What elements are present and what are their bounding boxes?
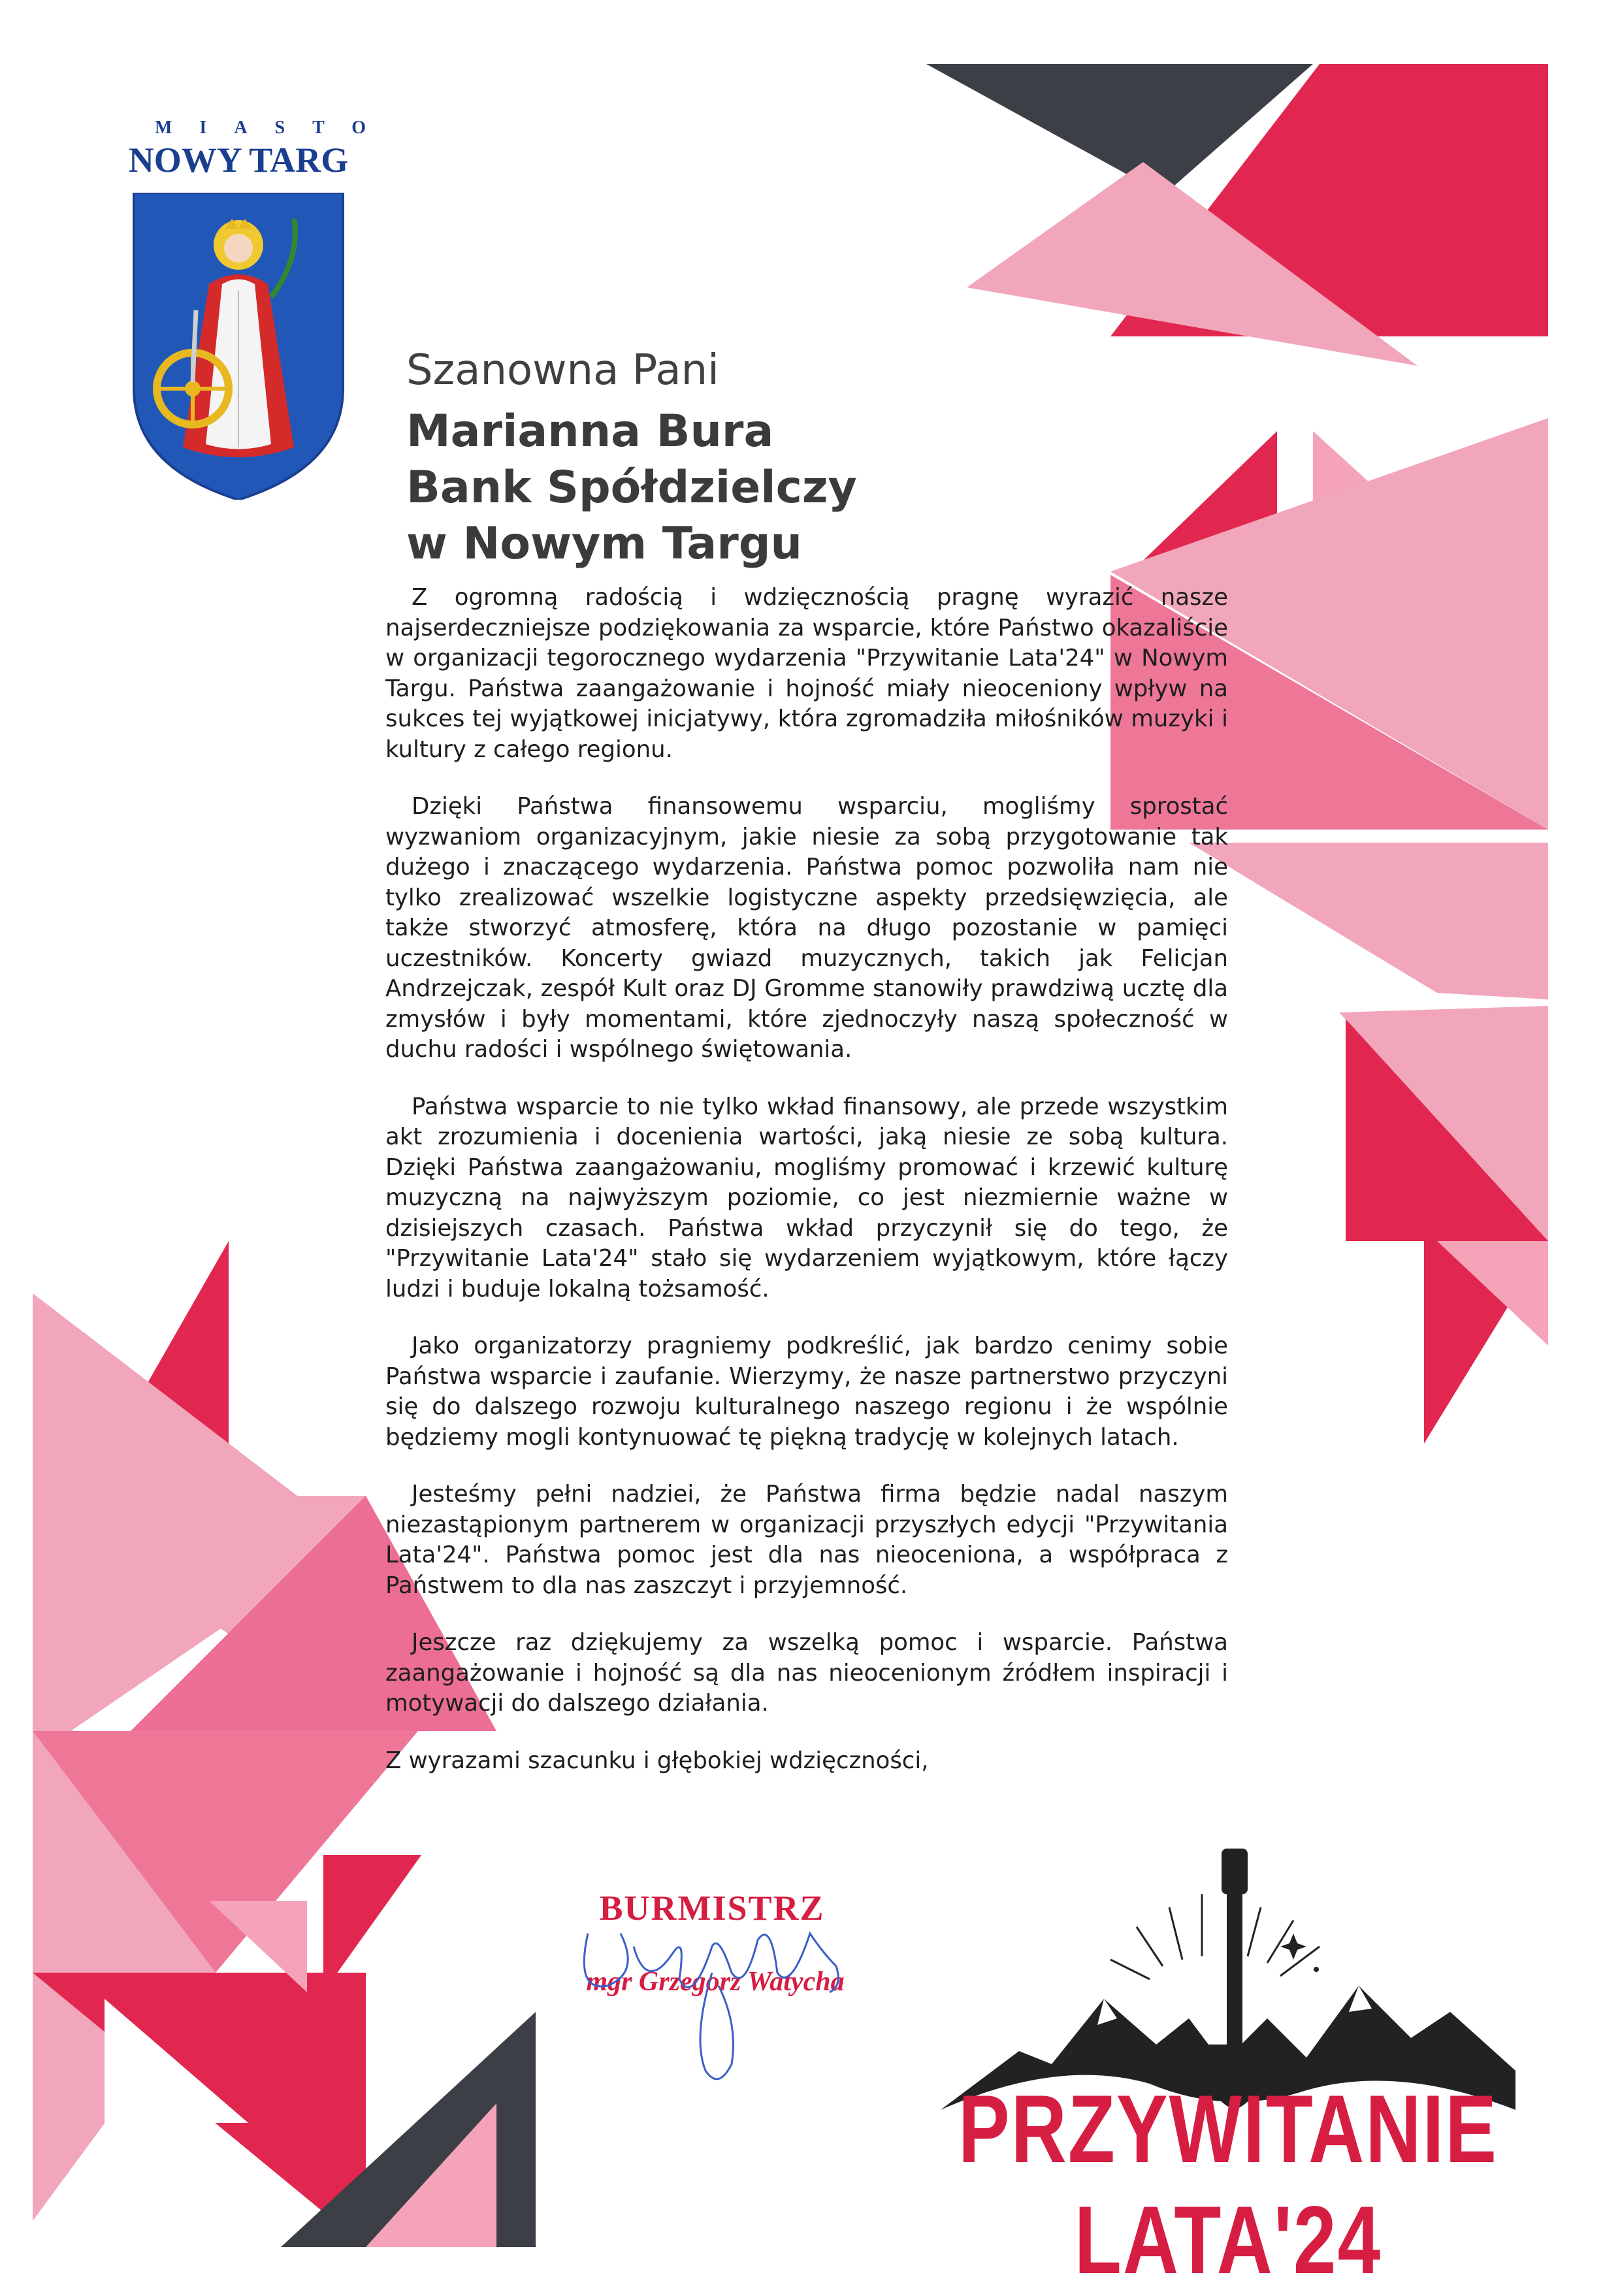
body-paragraph: Jeszcze raz dziękujemy za wszelką pomoc i wsparcie. Państwa zaangażowanie i hojność są dla nas nieocenionym źródłem inspiracji i motywacji do dalszego działania. [385,1629,1228,1717]
body-paragraph: Z ogromną radością i wdzięcznością pragnę wyrazić nasze najserdeczniejsze podziękowania za wsparcie, które Państwo okazaliście w organizacji tegorocznego wydarzenia "Przywitanie Lata'24" w Nowym Targu. Państwa zaangażowanie i hojność miały nieoceniony wpływ na sukces tej wyjątkowej inicjatywy, która zgromadziła miłośników muzyki i kultury z całego regionu. [385,584,1228,763]
coat-of-arms-icon [131,193,346,500]
body-paragraph: Państwa wsparcie to nie tylko wkład finansowy, ale przede wszystkim akt zrozumienia i docenienia wartości, jaką niesie ze sobą kultura. Dzięki Państwa zaangażowaniu, mogliśmy promować i krzewić kulturę muzyczną na najwyższym poziomie, co jest niezmiernie ważne w dzisiejszych czasach. Państwa wkład przyczynił się do tego, że "Przywitanie Lata'24" stało się wydarzeniem wyjątkowym, które łączy ludzi i buduje lokalną tożsamość. [385,1093,1228,1302]
signature-name: mgr Grzegorz Watycha [586,1967,845,1997]
body-paragraph: Jesteśmy pełni nadziei, że Państwa firma będzie nadal naszym niezastąpionym partnerem w organizacji przyszłych edycji "Przywitania Lata'24". Państwa pomoc jest dla nas nieoceniona, a współpraca z Państwem to dla nas zaszczyt i przyjemność. [385,1481,1228,1599]
letter-body [385,583,1228,1776]
recipient-block [406,404,857,572]
recipient-location: w Nowym Targu [406,518,802,570]
decor-triangle [323,1855,421,1992]
closing-line: Z wyrazami szacunku i głębokiej wdzięczności, [385,1747,929,1774]
greeting: Szanowna Pani [406,346,719,395]
recipient-organization: Bank Spółdzielczy [406,462,857,513]
city-logo-name: NOWY TARG [128,140,349,180]
event-logo-title: PRZYWITANIE LATA'24 [958,2075,1498,2295]
recipient-name: Marianna Bura [406,406,774,457]
body-paragraph: Dzięki Państwa finansowemu wsparciu, mogliśmy sprostać wyzwaniom organizacyjnym, jakie niesie za sobą przygotowanie tak dużego i znaczącego wydarzenia. Państwa pomoc pozwoliła nam nie tylko zrealizować wszelkie logistyczne aspekty przedsięwzięcia, ale także stworzyć atmosferę, która na długo pozostanie w pamięci uczestników. Koncerty gwiazd muzycznych, takich jak Felicjan Andrzejczak, zespół Kult oraz DJ Gromme stanowiły prawdziwą ucztę dla zmysłów i były momentami, które zjednoczyły naszą społeczność w duchu radości i wspólnego świętowania. [385,793,1228,1063]
handwritten-signature [562,1894,862,2090]
signature-title: BURMISTRZ [599,1888,825,1928]
city-logo-miasto: MIASTO [155,118,394,138]
body-paragraph: Jako organizatorzy pragniemy podkreślić, jak bardzo cenimy sobie Państwa wsparcie i zaufanie. Wierzymy, że nasze partnerstwo przyczyni się do dalszego rozwoju kulturalnego naszego regionu i że wspólnie będziemy mogli kontynuować tę piękną tradycję w kolejnych latach. [385,1333,1228,1451]
decor-triangle [1189,843,1548,999]
